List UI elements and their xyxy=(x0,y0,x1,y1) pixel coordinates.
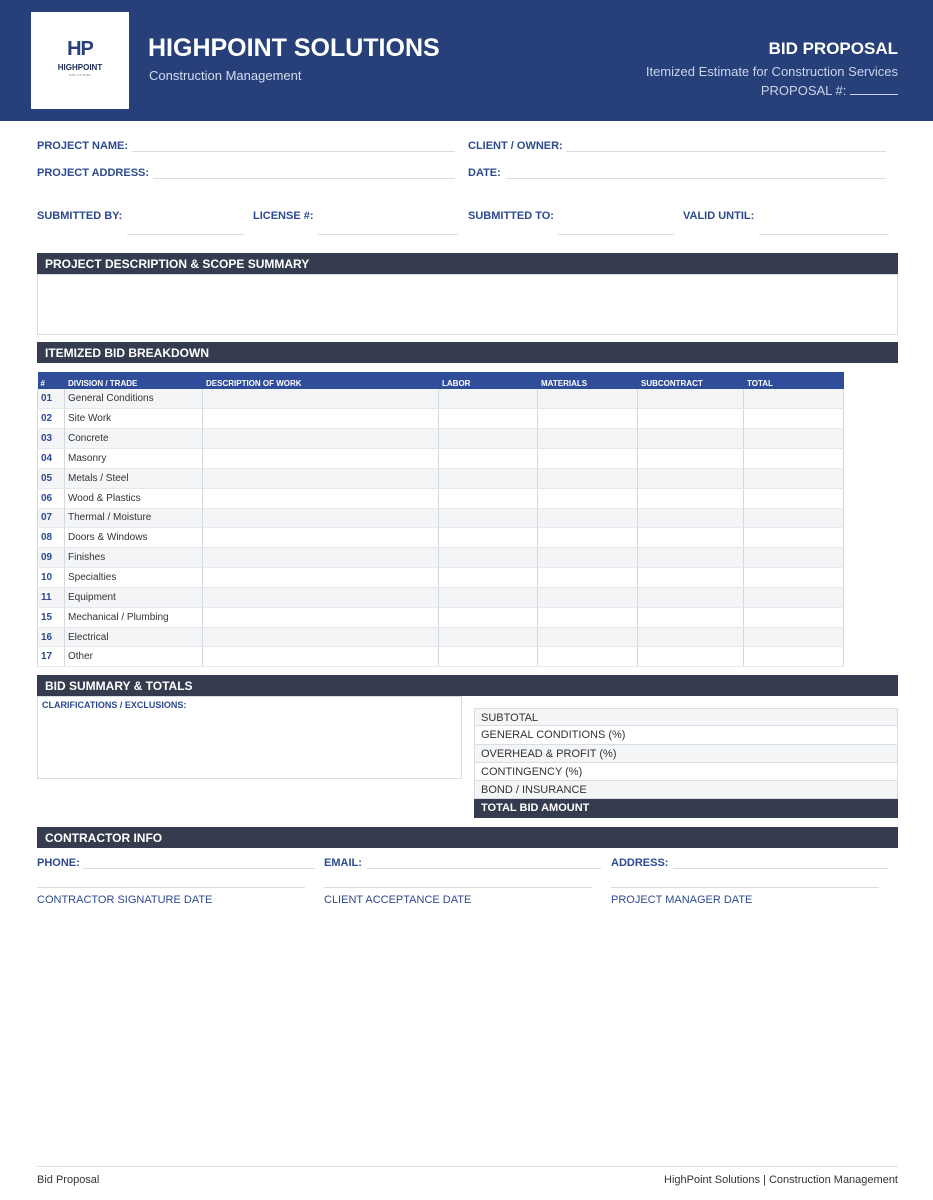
row-trade: Wood & Plastics xyxy=(65,488,203,508)
labor-cell[interactable] xyxy=(439,568,538,588)
proposal-number-field[interactable] xyxy=(850,84,898,95)
total-cell[interactable] xyxy=(744,647,844,667)
row-trade: Other xyxy=(65,647,203,667)
company-name: HIGHPOINT SOLUTIONS xyxy=(148,34,440,62)
breakdown-section-title: ITEMIZED BID BREAKDOWN xyxy=(45,346,209,360)
materials-cell[interactable] xyxy=(538,607,638,627)
summary-row-subtotal[interactable]: SUBTOTAL xyxy=(474,708,898,726)
description-cell[interactable] xyxy=(203,468,439,488)
address-label: ADDRESS: xyxy=(611,857,669,869)
subcontract-cell[interactable] xyxy=(638,508,744,528)
labor-cell[interactable] xyxy=(439,449,538,469)
materials-cell[interactable] xyxy=(538,568,638,588)
project-address-field[interactable] xyxy=(153,178,455,179)
materials-cell[interactable] xyxy=(538,389,638,409)
row-trade: Concrete xyxy=(65,429,203,449)
materials-cell[interactable] xyxy=(538,528,638,548)
labor-cell[interactable] xyxy=(439,409,538,429)
project-manager-line[interactable] xyxy=(611,887,879,888)
subcontract-cell[interactable] xyxy=(638,528,744,548)
row-trade: Mechanical / Plumbing xyxy=(65,607,203,627)
row-trade: Masonry xyxy=(65,449,203,469)
logo-mark: HP xyxy=(67,38,93,60)
subcontract-cell[interactable] xyxy=(638,468,744,488)
valid-until-label: VALID UNTIL: xyxy=(683,210,755,222)
client-owner-field[interactable] xyxy=(566,151,886,152)
table-row xyxy=(38,488,844,508)
description-cell[interactable] xyxy=(203,508,439,528)
date-field[interactable] xyxy=(506,178,886,179)
subcontract-cell[interactable] xyxy=(638,429,744,449)
total-cell[interactable] xyxy=(744,627,844,647)
scope-section-header xyxy=(37,253,898,274)
summary-totals-table xyxy=(474,708,898,818)
bid-breakdown-table xyxy=(37,372,844,667)
table-row xyxy=(38,568,844,588)
company-tagline: Construction Management xyxy=(149,68,302,83)
materials-cell[interactable] xyxy=(538,627,638,647)
scope-summary-input[interactable] xyxy=(37,274,898,335)
total-cell[interactable] xyxy=(744,429,844,449)
email-field[interactable] xyxy=(367,868,601,869)
total-cell[interactable] xyxy=(744,449,844,469)
labor-cell[interactable] xyxy=(439,389,538,409)
subcontract-cell[interactable] xyxy=(638,647,744,667)
document-subtitle: Itemized Estimate for Construction Services xyxy=(645,64,898,79)
summary-row-contingency[interactable]: CONTINGENCY (%) xyxy=(474,763,898,781)
column-header: TOTAL xyxy=(744,372,844,389)
description-cell[interactable] xyxy=(203,449,439,469)
submitted-to-label: SUBMITTED TO: xyxy=(468,210,554,222)
materials-cell[interactable] xyxy=(538,587,638,607)
submitted-to-field[interactable] xyxy=(558,234,674,235)
license-label: LICENSE #: xyxy=(253,210,314,222)
row-number: 02 xyxy=(38,409,65,429)
project-name-label: PROJECT NAME: xyxy=(37,140,129,152)
materials-cell[interactable] xyxy=(538,548,638,568)
description-cell[interactable] xyxy=(203,568,439,588)
clarifications-label: CLARIFICATIONS / EXCLUSIONS: xyxy=(42,700,187,710)
breakdown-section-header xyxy=(37,342,898,363)
summary-row-bond-insurance[interactable]: BOND / INSURANCE xyxy=(474,781,898,799)
row-number: 04 xyxy=(38,449,65,469)
materials-cell[interactable] xyxy=(538,468,638,488)
footer-right-text: HighPoint Solutions | Construction Management xyxy=(664,1174,898,1186)
submitted-by-field[interactable] xyxy=(127,234,244,235)
description-cell[interactable] xyxy=(203,647,439,667)
contractor-signature-line[interactable] xyxy=(37,887,305,888)
contractor-section-title: CONTRACTOR INFO xyxy=(45,831,163,845)
row-number: 17 xyxy=(38,647,65,667)
description-cell[interactable] xyxy=(203,607,439,627)
table-row xyxy=(38,389,844,409)
materials-cell[interactable] xyxy=(538,488,638,508)
subcontract-cell[interactable] xyxy=(638,568,744,588)
total-cell[interactable] xyxy=(744,468,844,488)
page-header xyxy=(0,0,933,121)
project-manager-label: PROJECT MANAGER DATE xyxy=(611,894,753,906)
phone-label: PHONE: xyxy=(37,857,80,869)
subcontract-cell[interactable] xyxy=(638,389,744,409)
labor-cell[interactable] xyxy=(439,647,538,667)
summary-row-general-conditions[interactable]: GENERAL CONDITIONS (%) xyxy=(474,726,898,744)
client-owner-label: CLIENT / OWNER: xyxy=(468,140,563,152)
project-name-field[interactable] xyxy=(132,151,455,152)
labor-cell[interactable] xyxy=(439,587,538,607)
table-row xyxy=(38,508,844,528)
row-number: 07 xyxy=(38,508,65,528)
total-cell[interactable] xyxy=(744,548,844,568)
date-label: DATE: xyxy=(468,167,501,179)
description-cell[interactable] xyxy=(203,627,439,647)
labor-cell[interactable] xyxy=(439,528,538,548)
client-acceptance-line[interactable] xyxy=(324,887,592,888)
row-trade: Equipment xyxy=(65,587,203,607)
labor-cell[interactable] xyxy=(439,508,538,528)
summary-row-total-bid[interactable]: TOTAL BID AMOUNT xyxy=(474,799,898,817)
table-row xyxy=(38,449,844,469)
email-label: EMAIL: xyxy=(324,857,362,869)
labor-cell[interactable] xyxy=(439,607,538,627)
table-row xyxy=(38,627,844,647)
proposal-number xyxy=(761,83,898,98)
table-row xyxy=(38,409,844,429)
total-cell[interactable] xyxy=(744,409,844,429)
table-row xyxy=(38,607,844,627)
table-row xyxy=(38,647,844,667)
client-acceptance-label: CLIENT ACCEPTANCE DATE xyxy=(324,894,472,906)
row-trade: Doors & Windows xyxy=(65,528,203,548)
valid-until-field[interactable] xyxy=(759,234,889,235)
row-trade: Specialties xyxy=(65,568,203,588)
table-row xyxy=(38,429,844,449)
materials-cell[interactable] xyxy=(538,409,638,429)
row-number: 11 xyxy=(38,587,65,607)
row-number: 10 xyxy=(38,568,65,588)
summary-section-header xyxy=(37,675,898,696)
column-header: LABOR xyxy=(439,372,538,389)
subcontract-cell[interactable] xyxy=(638,607,744,627)
row-number: 05 xyxy=(38,468,65,488)
labor-cell[interactable] xyxy=(439,488,538,508)
description-cell[interactable] xyxy=(203,587,439,607)
scope-section-title: PROJECT DESCRIPTION & SCOPE SUMMARY xyxy=(45,257,310,271)
row-trade: Thermal / Moisture xyxy=(65,508,203,528)
column-header: DIVISION / TRADE xyxy=(65,372,203,389)
row-number: 15 xyxy=(38,607,65,627)
proposal-number-label: PROPOSAL #: xyxy=(760,83,847,98)
description-cell[interactable] xyxy=(203,548,439,568)
total-cell[interactable] xyxy=(744,389,844,409)
column-header: # xyxy=(38,372,65,389)
project-address-label: PROJECT ADDRESS: xyxy=(37,167,150,179)
subcontract-cell[interactable] xyxy=(638,449,744,469)
contractor-signature-label: CONTRACTOR SIGNATURE DATE xyxy=(37,894,213,906)
column-header: SUBCONTRACT xyxy=(638,372,744,389)
total-cell[interactable] xyxy=(744,528,844,548)
table-row xyxy=(38,528,844,548)
total-cell[interactable] xyxy=(744,607,844,627)
row-number: 01 xyxy=(38,389,65,409)
row-number: 06 xyxy=(38,488,65,508)
subcontract-cell[interactable] xyxy=(638,627,744,647)
total-cell[interactable] xyxy=(744,568,844,588)
total-cell[interactable] xyxy=(744,508,844,528)
row-trade: Finishes xyxy=(65,548,203,568)
total-cell[interactable] xyxy=(744,587,844,607)
document-title: BID PROPOSAL xyxy=(768,39,898,58)
summary-row-overhead-profit[interactable]: OVERHEAD & PROFIT (%) xyxy=(474,745,898,763)
description-cell[interactable] xyxy=(203,409,439,429)
materials-cell[interactable] xyxy=(538,429,638,449)
labor-cell[interactable] xyxy=(439,468,538,488)
description-cell[interactable] xyxy=(203,488,439,508)
phone-field[interactable] xyxy=(83,868,315,869)
labor-cell[interactable] xyxy=(439,627,538,647)
table-row xyxy=(38,548,844,568)
labor-cell[interactable] xyxy=(439,548,538,568)
footer-divider xyxy=(37,1166,898,1167)
row-trade: Metals / Steel xyxy=(65,468,203,488)
row-number: 09 xyxy=(38,548,65,568)
address-field[interactable] xyxy=(673,868,888,869)
table-row xyxy=(38,587,844,607)
materials-cell[interactable] xyxy=(538,449,638,469)
row-number: 16 xyxy=(38,627,65,647)
contractor-section-header xyxy=(37,827,898,848)
table-row xyxy=(38,468,844,488)
footer-left-text: Bid Proposal xyxy=(37,1174,100,1186)
logo-name: HIGHPOINT xyxy=(57,63,103,72)
row-trade: General Conditions xyxy=(65,389,203,409)
materials-cell[interactable] xyxy=(538,647,638,667)
column-header: MATERIALS xyxy=(538,372,638,389)
license-field[interactable] xyxy=(318,234,458,235)
description-cell[interactable] xyxy=(203,389,439,409)
row-number: 03 xyxy=(38,429,65,449)
labor-cell[interactable] xyxy=(439,429,538,449)
materials-cell[interactable] xyxy=(538,508,638,528)
subcontract-cell[interactable] xyxy=(638,409,744,429)
total-cell[interactable] xyxy=(744,488,844,508)
row-number: 08 xyxy=(38,528,65,548)
summary-section-title: BID SUMMARY & TOTALS xyxy=(45,679,193,693)
table-header-row xyxy=(38,372,844,389)
row-trade: Site Work xyxy=(65,409,203,429)
description-cell[interactable] xyxy=(203,528,439,548)
subcontract-cell[interactable] xyxy=(638,488,744,508)
row-trade: Electrical xyxy=(65,627,203,647)
description-cell[interactable] xyxy=(203,429,439,449)
subcontract-cell[interactable] xyxy=(638,587,744,607)
logo-sub: SOLUTIONS xyxy=(69,73,91,77)
submitted-by-label: SUBMITTED BY: xyxy=(37,210,123,222)
column-header: DESCRIPTION OF WORK xyxy=(203,372,439,389)
company-logo xyxy=(31,12,129,109)
subcontract-cell[interactable] xyxy=(638,548,744,568)
